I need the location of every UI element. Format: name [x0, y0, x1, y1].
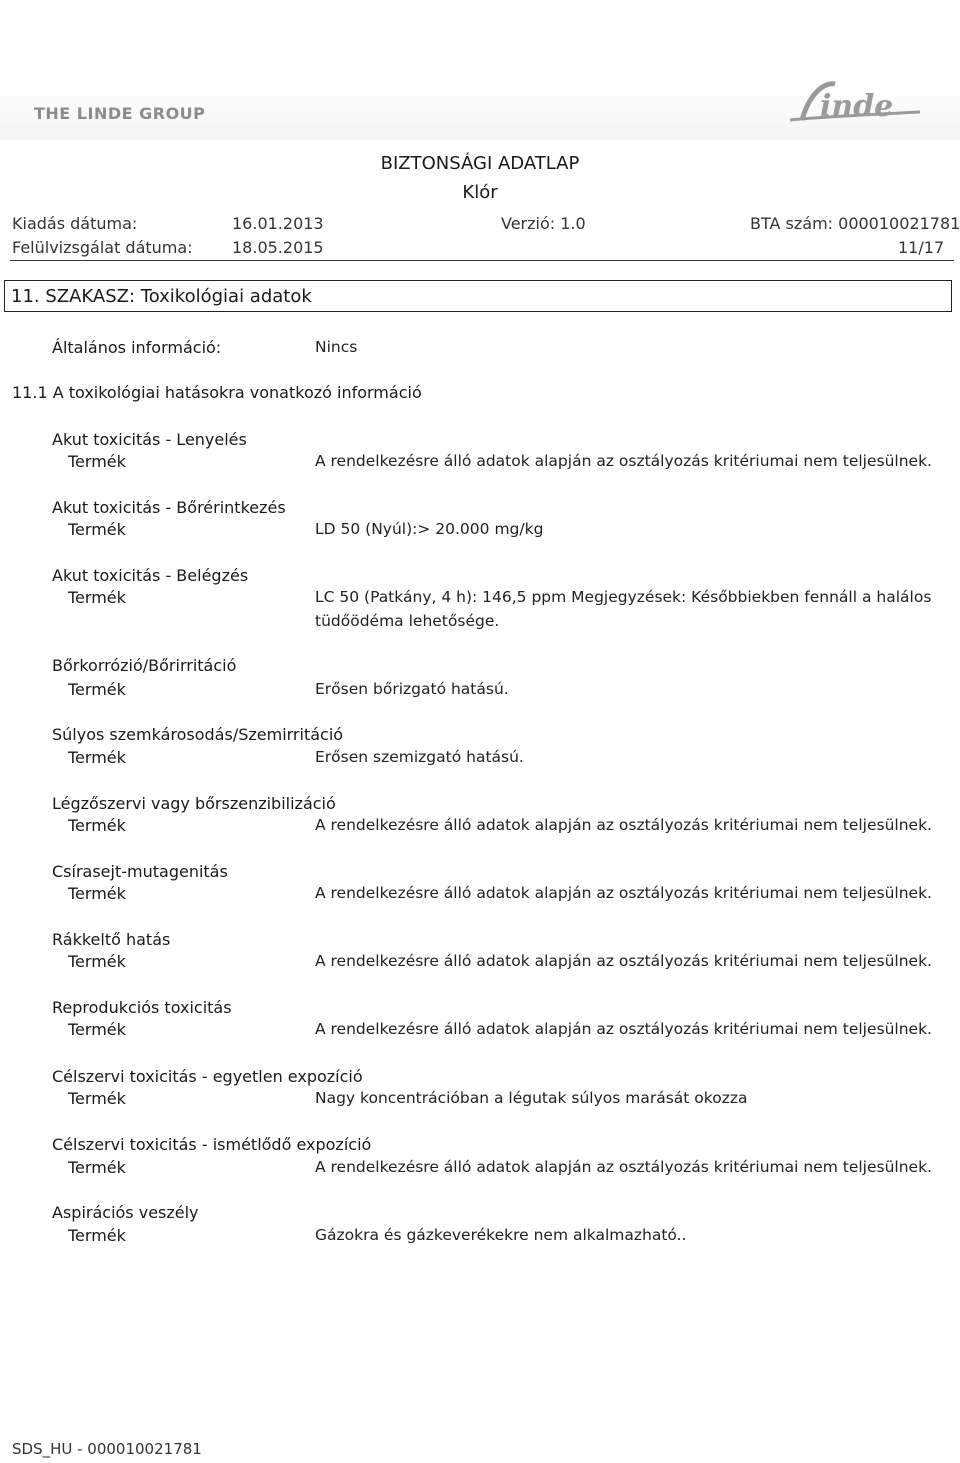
bta-number: BTA szám: 000010021781	[750, 214, 960, 233]
item-title: Akut toxicitás - Lenyelés	[52, 430, 247, 449]
item-sub: Termék	[68, 588, 126, 607]
item-sub: Termék	[68, 884, 126, 903]
linde-logo-icon	[780, 72, 930, 132]
item-sub: Termék	[68, 1020, 126, 1039]
section-heading	[4, 280, 952, 312]
item-value: A rendelkezésre álló adatok alapján az osztályozás kritériumai nem teljesülnek.	[315, 1020, 932, 1038]
item-title: Csírasejt-mutagenitás	[52, 862, 228, 881]
version: Verzió: 1.0	[501, 214, 586, 233]
item-title: Akut toxicitás - Bőrérintkezés	[52, 498, 286, 517]
issue-date-label: Kiadás dátuma:	[12, 214, 138, 233]
review-date: 18.05.2015	[232, 238, 324, 257]
item-sub: Termék	[68, 452, 126, 471]
item-value: LD 50 (Nyúl):> 20.000 mg/kg	[315, 520, 544, 538]
svg-text:inde: inde	[820, 89, 894, 124]
product-name: Klór	[462, 182, 498, 203]
item-value: LC 50 (Patkány, 4 h): 146,5 ppm Megjegyzések: Későbbiekben fennáll a halálos	[315, 588, 932, 606]
item-title: Aspirációs veszély	[52, 1203, 199, 1222]
item-sub: Termék	[68, 680, 126, 699]
item-title: Rákkeltő hatás	[52, 930, 171, 949]
item-value: A rendelkezésre álló adatok alapján az osztályozás kritériumai nem teljesülnek.	[315, 1158, 932, 1176]
review-date-label: Felülvizsgálat dátuma:	[12, 238, 193, 257]
item-sub: Termék	[68, 520, 126, 539]
subsection-title: 11.1 A toxikológiai hatásokra vonatkozó információ	[12, 383, 422, 402]
item-sub: Termék	[68, 952, 126, 971]
item-value: A rendelkezésre álló adatok alapján az osztályozás kritériumai nem teljesülnek.	[315, 952, 932, 970]
item-value: A rendelkezésre álló adatok alapján az osztályozás kritériumai nem teljesülnek.	[315, 884, 932, 902]
section-title: 11. SZAKASZ: Toxikológiai adatok	[11, 286, 312, 307]
item-title: Célszervi toxicitás - egyetlen expozíció	[52, 1067, 363, 1086]
issue-date: 16.01.2013	[232, 214, 324, 233]
page-number: 11/17	[898, 238, 945, 257]
item-sub: Termék	[68, 816, 126, 835]
item-sub: Termék	[68, 1089, 126, 1108]
item-value: A rendelkezésre álló adatok alapján az osztályozás kritériumai nem teljesülnek.	[315, 816, 932, 834]
item-value: Gázokra és gázkeverékekre nem alkalmazható..	[315, 1226, 687, 1244]
item-title: Reprodukciós toxicitás	[52, 998, 232, 1017]
item-value-continued: tüdőödéma lehetősége.	[315, 612, 500, 630]
document-type: BIZTONSÁGI ADATLAP	[380, 153, 580, 174]
item-value: Erősen szemizgató hatású.	[315, 748, 524, 766]
footer-doc-code: SDS_HU - 000010021781	[12, 1440, 202, 1458]
item-sub: Termék	[68, 1158, 126, 1177]
item-value: A rendelkezésre álló adatok alapján az osztályozás kritériumai nem teljesülnek.	[315, 452, 932, 470]
general-info-value: Nincs	[315, 338, 358, 356]
item-title: Akut toxicitás - Belégzés	[52, 566, 249, 585]
item-sub: Termék	[68, 1226, 126, 1245]
item-title: Légzőszervi vagy bőrszenzibilizáció	[52, 794, 336, 813]
item-value: Erősen bőrizgató hatású.	[315, 680, 509, 698]
item-title: Súlyos szemkárosodás/Szemirritáció	[52, 725, 344, 744]
item-title: Célszervi toxicitás - ismétlődő expozíció	[52, 1135, 372, 1154]
linde-group-logo: THE LINDE GROUP	[34, 104, 206, 123]
general-info-label: Általános információ:	[52, 338, 222, 357]
item-sub: Termék	[68, 748, 126, 767]
item-title: Bőrkorrózió/Bőrirritáció	[52, 656, 237, 675]
item-value: Nagy koncentrációban a légutak súlyos marását okozza	[315, 1089, 748, 1107]
header-divider	[10, 260, 954, 261]
